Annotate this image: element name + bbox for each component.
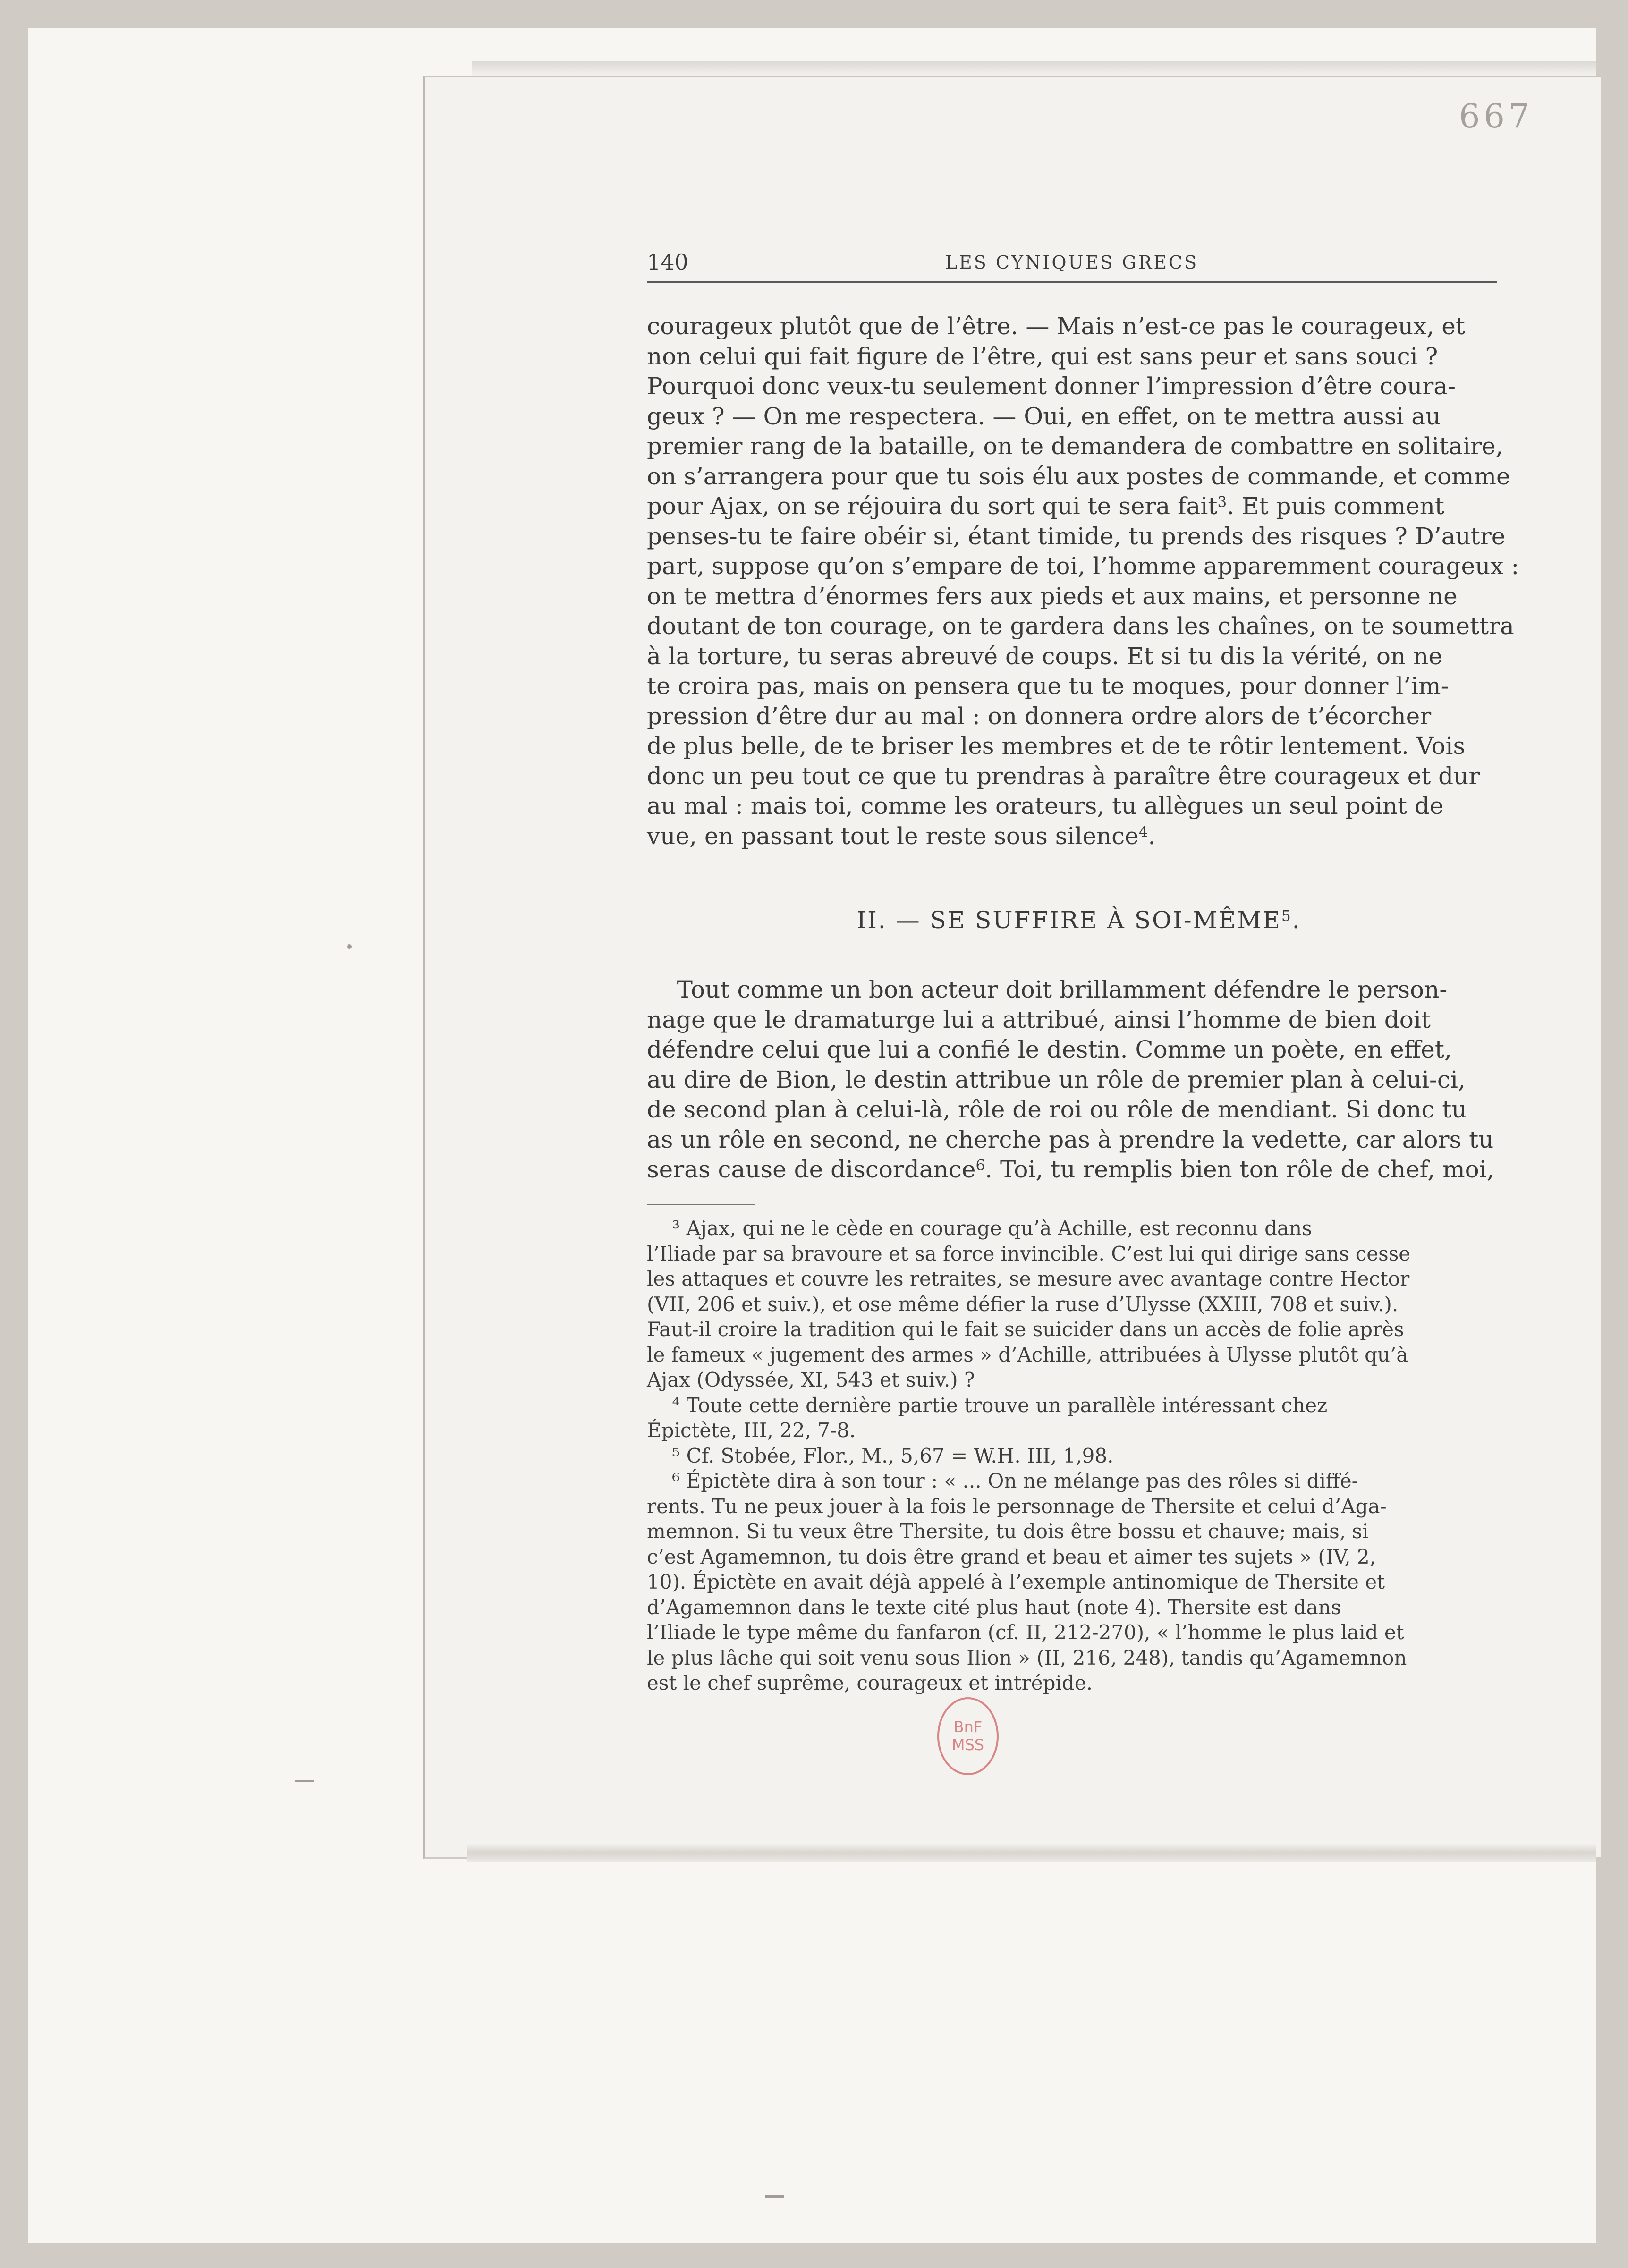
text-line: donc un peu tout ce que tu prendras à paraître être courageux et dur (647, 762, 1480, 790)
footnote-line: ³ Ajax, qui ne le cède en courage qu’à Achille, est reconnu dans (647, 1217, 1312, 1240)
text-line: à la torture, tu seras abreuvé de coups. Et si tu dis la vérité, on ne (647, 642, 1442, 670)
footnote-line: est le chef suprême, courageux et intrépide. (647, 1671, 1093, 1694)
text-line: nage que le dramaturge lui a attribué, ainsi l’homme de bien doit (647, 1006, 1431, 1033)
scan-bottom-edge (467, 1844, 1596, 1862)
text-line: Pourquoi donc veux-tu seulement donner l’impression d’être coura- (647, 372, 1456, 400)
text-line: de second plan à celui-là, rôle de roi ou rôle de mendiant. Si donc tu (647, 1096, 1467, 1123)
scan-speck (295, 1780, 314, 1782)
text-line: Tout comme un bon acteur doit brillamment défendre le person- (647, 976, 1448, 1003)
footnote-line: (VII, 206 et suiv.), et ose même défier la ruse d’Ulysse (XXIII, 708 et suiv.). (647, 1292, 1399, 1316)
text-line: vue, en passant tout le reste sous silence$^4$. (647, 822, 1156, 850)
text-line: on te mettra d’énormes fers aux pieds et aux mains, et personne ne (647, 582, 1458, 610)
text-line: courageux plutôt que de l’être. — Mais n’est-ce pas le courageux, et (647, 313, 1465, 340)
footnote-line: ⁵ Cf. Stobée, Flor., M., 5,67 = W.H. III, 1,98. (647, 1444, 1114, 1467)
text-line: geux ? — On me respectera. — Oui, en effet, on te mettra aussi au (647, 402, 1441, 430)
footnote-line: Ajax (Odyssée, XI, 543 et suiv.) ? (647, 1368, 975, 1391)
text-line: as un rôle en second, ne cherche pas à prendre la vedette, car alors tu (647, 1126, 1494, 1153)
footnote-separator (647, 1204, 755, 1205)
text-line: penses-tu te faire obéir si, étant timide, tu prends des risques ? D’autre (647, 522, 1506, 550)
page-header (647, 249, 1497, 283)
text-line: doutant de ton courage, on te gardera dans les chaînes, on te soumettra (647, 612, 1514, 640)
text-line: non celui qui fait figure de l’être, qui est sans peur et sans souci ? (647, 342, 1438, 370)
footnote-line: memnon. Si tu veux être Thersite, tu dois être bossu et chauve; mais, si (647, 1520, 1369, 1543)
footnote-line: 10). Épictète en avait déjà appelé à l’exemple antinomique de Thersite et (647, 1570, 1385, 1593)
folio-stamp: 667 (1459, 97, 1534, 135)
footnote-line: rents. Tu ne peux jouer à la fois le personnage de Thersite et celui d’Aga- (647, 1494, 1387, 1518)
footnotes (647, 1216, 1511, 1696)
footnote-line: Faut-il croire la tradition qui le fait se suicider dans un accès de folie après (647, 1318, 1404, 1341)
footnote-line: le plus lâche qui soit venu sous Ilion » (II, 216, 248), tandis qu’Agamemnon (647, 1646, 1407, 1669)
section-title: II. — SE SUFFIRE À SOI-MÊME$^5$. (856, 906, 1301, 934)
footnote-line: c’est Agamemnon, tu dois être grand et beau et aimer tes sujets » (IV, 2, (647, 1545, 1376, 1568)
text-line: pression d’être dur au mal : on donnera ordre alors de t’écorcher (647, 702, 1432, 730)
footnote-line: Épictète, III, 22, 7-8. (647, 1419, 856, 1442)
text-line: on s’arrangera pour que tu sois élu aux postes de commande, et comme (647, 462, 1510, 490)
paragraph-1 (647, 312, 1519, 851)
text-line: au mal : mais toi, comme les orateurs, tu allègues un seul point de (647, 792, 1444, 820)
text-line: au dire de Bion, le destin attribue un rôle de premier plan à celui-ci, (647, 1066, 1466, 1093)
scan-speck (347, 944, 352, 949)
footnote-line: les attaques et couvre les retraites, se mesure avec avantage contre Hector (647, 1267, 1410, 1290)
text-line: part, suppose qu’on s’empare de toi, l’homme apparemment courageux : (647, 552, 1519, 580)
footnote-line: ⁴ Toute cette dernière partie trouve un parallèle intéressant chez (647, 1393, 1328, 1417)
running-head: LES CYNIQUES GRECS (945, 252, 1199, 273)
text-line: premier rang de la bataille, on te demandera de combattre en solitaire, (647, 432, 1503, 460)
text-line: défendre celui que lui a confié le destin. Comme un poète, en effet, (647, 1036, 1452, 1063)
footnote-line: l’Iliade le type même du fanfaron (cf. II, 212-270), « l’homme le plus laid et (647, 1621, 1404, 1644)
footnote-line: ⁶ Épictète dira à son tour : « ... On ne mélange pas des rôles si diffé- (647, 1469, 1358, 1492)
scan-speck (765, 2195, 784, 2198)
footnote-line: d’Agamemnon dans le texte cité plus haut (note 4). Thersite est dans (647, 1595, 1341, 1619)
page-number: 140 (647, 249, 688, 275)
text-line: seras cause de discordance$^6$. Toi, tu remplis bien ton rôle de chef, moi, (647, 1156, 1494, 1183)
text-line: te croira pas, mais on pensera que tu te moques, pour donner l’im- (647, 672, 1449, 700)
text-line: pour Ajax, on se réjouira du sort qui te sera fait$^3$. Et puis comment (647, 492, 1445, 520)
footnote-line: le fameux « jugement des armes » d’Achille, attribuées à Ulysse plutôt qu’à (647, 1343, 1408, 1366)
footnote-line: l’Iliade par sa bravoure et sa force invincible. C’est lui qui dirige sans cesse (647, 1242, 1411, 1265)
paragraph-2 (647, 975, 1511, 1185)
text-line: de plus belle, de te briser les membres et de te rôtir lentement. Vois (647, 732, 1466, 760)
bnf-mss-stamp: BnF MSS (937, 1697, 999, 1775)
